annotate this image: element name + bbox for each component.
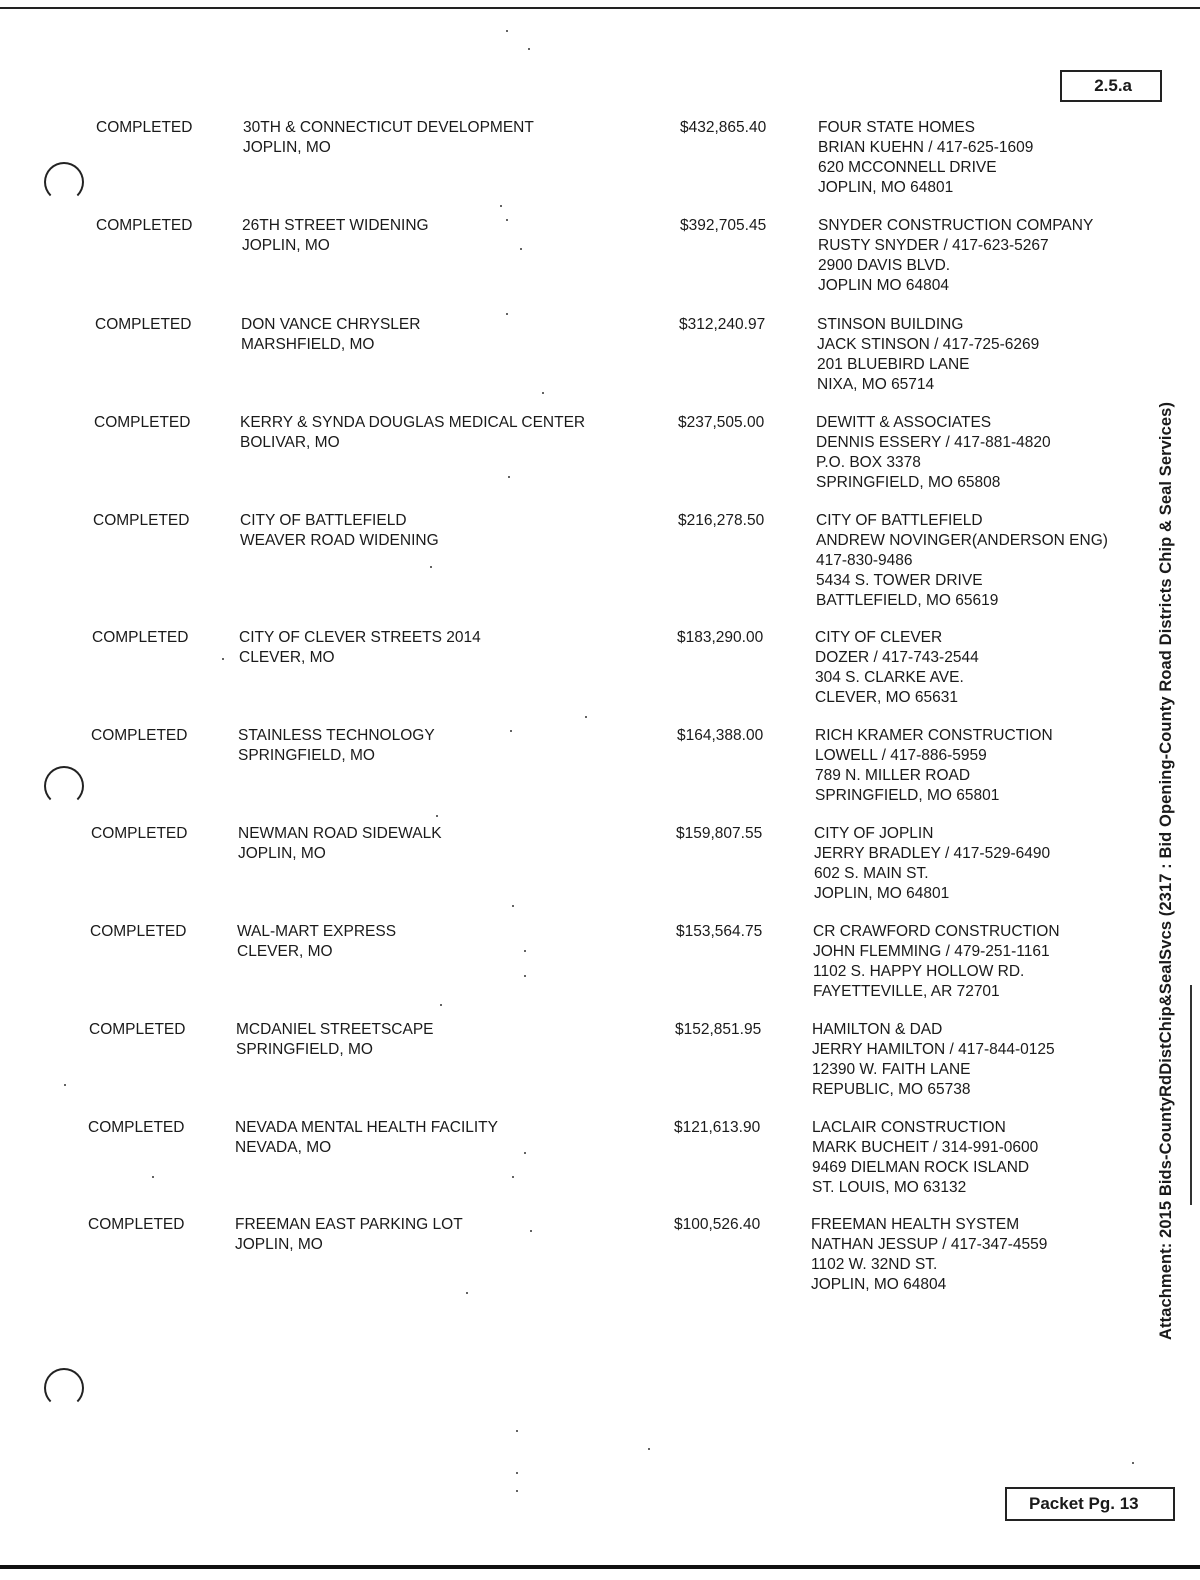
status: COMPLETED (93, 512, 190, 529)
status: COMPLETED (88, 1119, 185, 1136)
contact-address: 1102 S. HAPPY HOLLOW RD. (813, 963, 1025, 980)
scan-speck (1132, 1462, 1134, 1464)
contact-company: LACLAIR CONSTRUCTION (812, 1119, 1006, 1136)
status: COMPLETED (89, 1021, 186, 1038)
contact-person: LOWELL / 417-886-5959 (815, 747, 987, 764)
scan-speck (466, 1292, 468, 1294)
scan-speck (152, 1176, 154, 1178)
contact-company: HAMILTON & DAD (812, 1021, 943, 1038)
project-location: MARSHFIELD, MO (241, 336, 375, 353)
contract-amount: $153,564.75 (676, 923, 763, 940)
contact-city: SPRINGFIELD, MO 65808 (816, 474, 1001, 491)
contact-address: 602 S. MAIN ST. (814, 865, 929, 882)
contact-city: JOPLIN MO 64804 (818, 277, 949, 294)
scan-speck (542, 392, 544, 394)
scan-edge-mark (1190, 985, 1192, 1205)
scan-speck (512, 905, 514, 907)
page-reference: 2.5.a (1094, 76, 1132, 95)
contract-amount: $159,807.55 (676, 825, 763, 842)
project-location: BOLIVAR, MO (240, 434, 340, 451)
packet-page-box (1005, 1487, 1175, 1521)
contact-company: DEWITT & ASSOCIATES (816, 414, 992, 431)
scan-speck (648, 1448, 650, 1450)
project-location: NEVADA, MO (235, 1139, 332, 1156)
contact-company: CR CRAWFORD CONSTRUCTION (813, 923, 1060, 940)
contact-company: FREEMAN HEALTH SYSTEM (811, 1216, 1020, 1233)
contact-person: NATHAN JESSUP / 417-347-4559 (811, 1236, 1048, 1253)
project-location: CLEVER, MO (239, 649, 335, 666)
status: COMPLETED (92, 629, 189, 646)
attachment-side-note: Attachment: 2015 Bids-CountyRdDistChip&SealSvcs (2317 : Bid Opening-County Road Districts Chip & Seal Services) (1157, 401, 1175, 1340)
status: COMPLETED (96, 217, 193, 234)
contact-person: ANDREW NOVINGER(ANDERSON ENG) (816, 532, 1108, 549)
contract-amount: $216,278.50 (678, 512, 765, 529)
top-rule (0, 7, 1200, 9)
project-name: 26TH STREET WIDENING (242, 217, 429, 234)
contract-amount: $237,505.00 (678, 414, 765, 431)
scan-speck (516, 1430, 518, 1432)
scan-speck (64, 1084, 66, 1086)
project-name: WAL-MART EXPRESS (237, 923, 397, 940)
contact-city: NIXA, MO 65714 (817, 376, 935, 393)
scan-speck (528, 48, 530, 50)
project-name: DON VANCE CHRYSLER (241, 316, 421, 333)
status: COMPLETED (88, 1216, 185, 1233)
contract-amount: $392,705.45 (680, 217, 767, 234)
contact-company: STINSON BUILDING (817, 316, 964, 333)
scan-speck (440, 1004, 442, 1006)
scan-speck (506, 30, 508, 32)
scan-speck (222, 658, 224, 660)
contact-person: JACK STINSON / 417-725-6269 (817, 336, 1040, 353)
project-name: MCDANIEL STREETSCAPE (236, 1021, 434, 1038)
scan-speck (436, 815, 438, 817)
project-location: CLEVER, MO (237, 943, 333, 960)
contact-company: CITY OF BATTLEFIELD (816, 512, 983, 529)
contact-city: ST. LOUIS, MO 63132 (812, 1179, 967, 1196)
bottom-rule (0, 1565, 1200, 1569)
contact-city: JOPLIN, MO 64801 (814, 885, 950, 902)
contact-company: CITY OF CLEVER (815, 629, 943, 646)
status: COMPLETED (95, 316, 192, 333)
project-name: CITY OF CLEVER STREETS 2014 (239, 629, 481, 646)
scan-speck (516, 1490, 518, 1492)
scan-speck (524, 975, 526, 977)
contact-city: SPRINGFIELD, MO 65801 (815, 787, 1000, 804)
contact-person: DOZER / 417-743-2544 (815, 649, 979, 666)
punch-hole-icon (44, 1368, 84, 1408)
scan-speck (516, 1472, 518, 1474)
contract-amount: $432,865.40 (680, 119, 767, 136)
contact-company: RICH KRAMER CONSTRUCTION (815, 727, 1053, 744)
project-location: SPRINGFIELD, MO (236, 1041, 373, 1058)
contract-amount: $100,526.40 (674, 1216, 761, 1233)
contact-city: FAYETTEVILLE, AR 72701 (813, 983, 1000, 1000)
contract-amount: $312,240.97 (679, 316, 766, 333)
status: COMPLETED (94, 414, 191, 431)
contact-address: 1102 W. 32ND ST. (811, 1256, 938, 1273)
contract-amount: $183,290.00 (677, 629, 764, 646)
contact-company: SNYDER CONSTRUCTION COMPANY (818, 217, 1094, 234)
contact-address: P.O. BOX 3378 (816, 454, 921, 471)
project-name: CITY OF BATTLEFIELD (240, 512, 407, 529)
contact-company: FOUR STATE HOMES (818, 119, 976, 136)
project-name: NEVADA MENTAL HEALTH FACILITY (235, 1119, 498, 1136)
packet-page-number: Packet Pg. 13 (1029, 1494, 1139, 1513)
punch-hole-icon (44, 766, 84, 806)
contact-person: BRIAN KUEHN / 417-625-1609 (818, 139, 1034, 156)
contact-phone: 417-830-9486 (816, 552, 913, 569)
status: COMPLETED (90, 923, 187, 940)
status: COMPLETED (91, 727, 188, 744)
contact-address: 304 S. CLARKE AVE. (815, 669, 964, 686)
scan-speck (500, 205, 502, 207)
contract-amount: $164,388.00 (677, 727, 764, 744)
project-location: JOPLIN, MO (235, 1236, 323, 1253)
project-name: FREEMAN EAST PARKING LOT (235, 1216, 463, 1233)
page-reference-box (1060, 70, 1162, 102)
contact-city: CLEVER, MO 65631 (815, 689, 959, 706)
contact-person: RUSTY SNYDER / 417-623-5267 (818, 237, 1049, 254)
contact-address: 789 N. MILLER ROAD (815, 767, 971, 784)
contact-person: JOHN FLEMMING / 479-251-1161 (813, 943, 1050, 960)
scan-speck (512, 1176, 514, 1178)
contact-city: JOPLIN, MO 64801 (818, 179, 954, 196)
project-name: STAINLESS TECHNOLOGY (238, 727, 435, 744)
project-location: WEAVER ROAD WIDENING (240, 532, 439, 549)
scan-speck (508, 476, 510, 478)
contact-person: JERRY HAMILTON / 417-844-0125 (812, 1041, 1055, 1058)
project-name: KERRY & SYNDA DOUGLAS MEDICAL CENTER (240, 414, 586, 431)
project-location: JOPLIN, MO (238, 845, 326, 862)
contact-company: CITY OF JOPLIN (814, 825, 934, 842)
project-location: SPRINGFIELD, MO (238, 747, 375, 764)
contact-address: 620 MCCONNELL DRIVE (818, 159, 997, 176)
contact-city: REPUBLIC, MO 65738 (812, 1081, 971, 1098)
status: COMPLETED (91, 825, 188, 842)
contact-person: JERRY BRADLEY / 417-529-6490 (814, 845, 1051, 862)
contract-amount: $152,851.95 (675, 1021, 762, 1038)
contact-city: JOPLIN, MO 64804 (811, 1276, 947, 1293)
contact-person: DENNIS ESSERY / 417-881-4820 (816, 434, 1051, 451)
scan-speck (430, 566, 432, 568)
contact-address: 201 BLUEBIRD LANE (817, 356, 970, 373)
contact-address: 5434 S. TOWER DRIVE (816, 572, 983, 589)
contact-city: BATTLEFIELD, MO 65619 (816, 592, 999, 609)
contact-address: 2900 DAVIS BLVD. (818, 257, 951, 274)
project-location: JOPLIN, MO (243, 139, 331, 156)
status: COMPLETED (96, 119, 193, 136)
project-location: JOPLIN, MO (242, 237, 330, 254)
punch-hole-icon (44, 162, 84, 202)
contact-person: MARK BUCHEIT / 314-991-0600 (812, 1139, 1039, 1156)
scan-speck (585, 716, 587, 718)
contact-address: 9469 DIELMAN ROCK ISLAND (812, 1159, 1030, 1176)
contract-amount: $121,613.90 (674, 1119, 761, 1136)
project-name: 30TH & CONNECTICUT DEVELOPMENT (243, 119, 534, 136)
contact-address: 12390 W. FAITH LANE (812, 1061, 971, 1078)
project-name: NEWMAN ROAD SIDEWALK (238, 825, 442, 842)
